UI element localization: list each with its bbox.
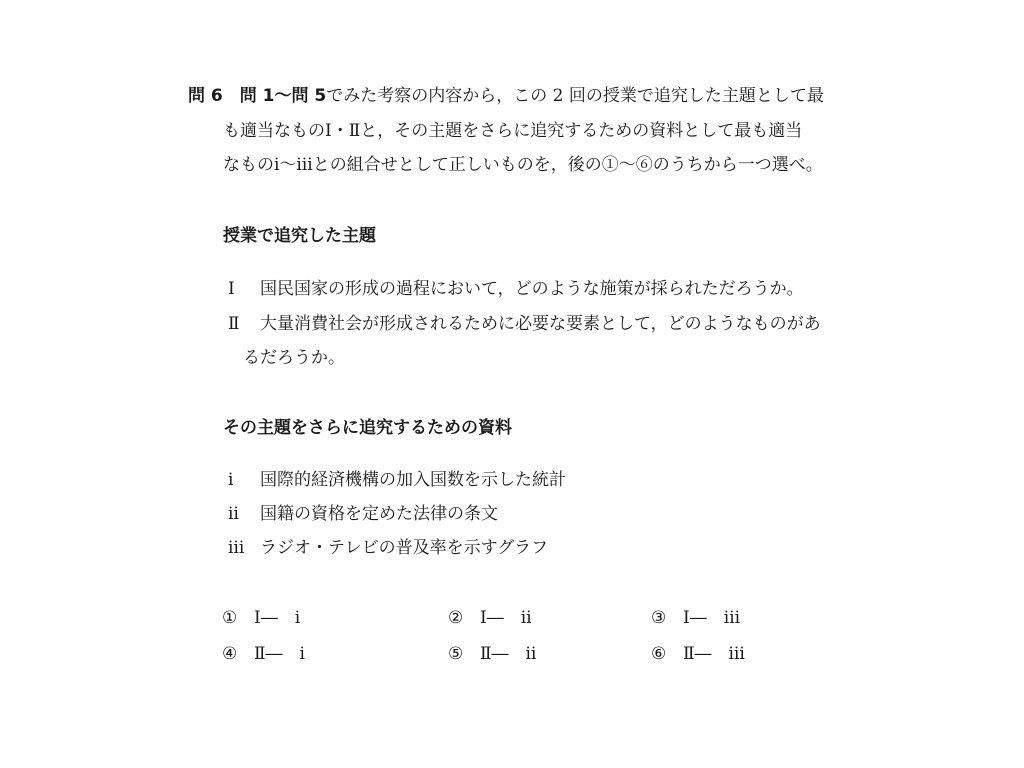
choice-number-2: ②	[448, 608, 464, 628]
choice-5[interactable]	[448, 644, 536, 664]
question-line-1-text: でみた考察の内容から，この 2 回の授業で追究した主題として最	[326, 86, 824, 106]
materials-heading: その主題をさらに追究するための資料	[223, 418, 512, 438]
material-item-3	[228, 538, 868, 558]
choice-number-1: ①	[222, 608, 238, 628]
material-text-1: 国際的経済機構の加入国数を示した統計	[260, 470, 566, 490]
theme-marker-1: Ⅰ	[228, 279, 235, 299]
material-text-2: 国籍の資格を定めた法律の条文	[260, 504, 498, 524]
material-marker-1: ⅰ	[228, 470, 234, 490]
themes-heading: 授業で追究した主題	[223, 226, 376, 246]
choice-number-6: ⑥	[651, 644, 667, 664]
material-marker-3: ⅲ	[228, 538, 245, 558]
choice-number-3: ③	[651, 608, 667, 628]
choice-4[interactable]	[222, 644, 305, 664]
question-number: 問 6 問 1〜問 5	[188, 86, 327, 106]
theme-text-1: 国民国家の形成の過程において，どのような施策が採られただろうか。	[260, 279, 804, 299]
material-text-3: ラジオ・テレビの普及率を示すグラフ	[260, 538, 549, 558]
question-line-2: も適当なものⅠ・Ⅱと，その主題をさらに追究するための資料として最も適当	[223, 121, 803, 141]
choice-text-6: Ⅱ― ⅲ	[683, 644, 745, 664]
choice-6[interactable]	[651, 644, 745, 664]
choice-number-4: ④	[222, 644, 238, 664]
choice-text-4: Ⅱ― ⅰ	[254, 644, 305, 664]
choice-text-5: Ⅱ― ⅱ	[480, 644, 537, 664]
theme-item-1	[228, 279, 868, 299]
choice-text-3: Ⅰ― ⅲ	[683, 608, 741, 628]
choice-text-1: Ⅰ― ⅰ	[254, 608, 301, 628]
choice-text-2: Ⅰ― ⅱ	[480, 608, 532, 628]
theme-text-2-continued: るだろうか。	[243, 348, 345, 368]
theme-item-2	[228, 314, 868, 334]
question-line-1	[188, 86, 824, 106]
material-item-1	[228, 470, 868, 490]
material-item-2	[228, 504, 868, 524]
theme-marker-2: Ⅱ	[228, 314, 240, 334]
choice-number-5: ⑤	[448, 644, 464, 664]
choice-1[interactable]	[222, 608, 300, 628]
material-marker-2: ⅱ	[228, 504, 239, 524]
choice-2[interactable]	[448, 608, 532, 628]
choice-3[interactable]	[651, 608, 740, 628]
theme-text-2: 大量消費社会が形成されるために必要な要素として，どのようなものがあ	[260, 314, 821, 334]
question-line-3: なものⅰ〜ⅲとの組合せとして正しいものを，後の①〜⑥のうちから一つ選べ。	[223, 155, 823, 175]
